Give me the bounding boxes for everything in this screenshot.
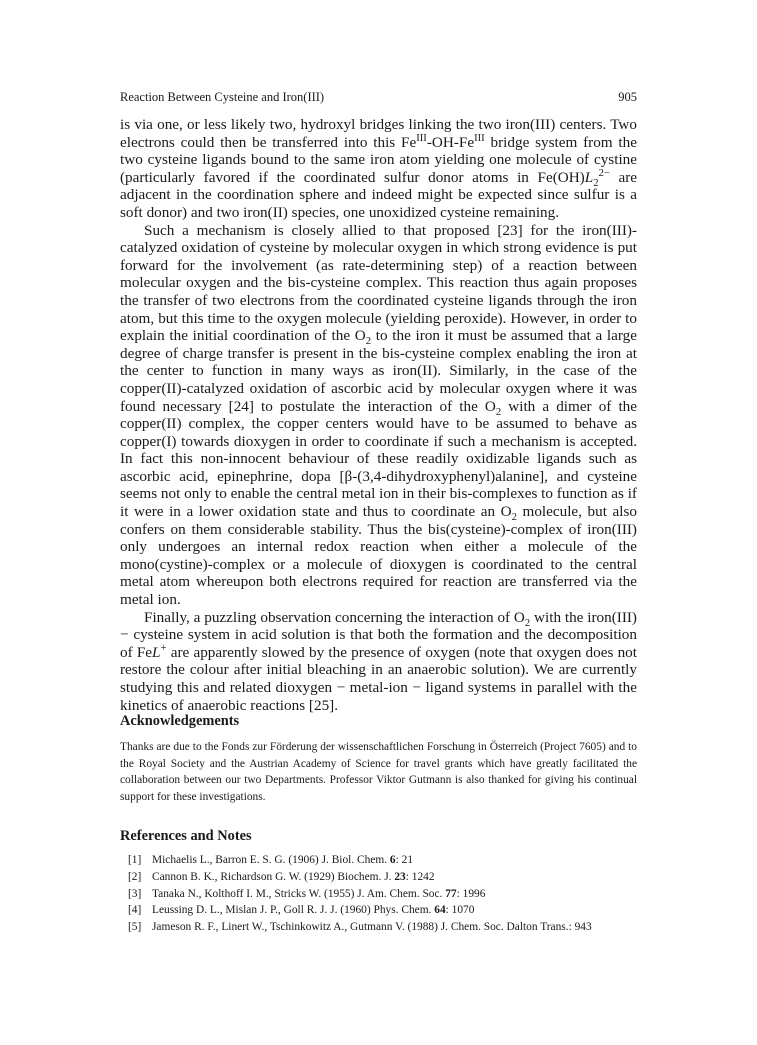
text-run: bridge system from the two cysteine ligands bound to the same iron atom yielding one molecule of cystine (particularly favored if the coordinated sulfur donor atoms in Fe(OH)	[120, 133, 637, 186]
body-paragraph	[120, 116, 637, 222]
reference-list	[128, 852, 637, 936]
reference-pages: : 1242	[405, 870, 435, 883]
reference-pages: : 21	[395, 854, 414, 866]
subscript: 2	[511, 512, 517, 524]
reference-pages: : 1070	[445, 904, 475, 917]
text-run: are adjacent in the coordination sphere and indeed might be expected since sulfur is a soft donor) and two iron(II) species, one unoxidized cysteine remaining.	[120, 168, 637, 221]
superscript: III	[416, 132, 427, 144]
superscript: III	[474, 132, 485, 144]
ligand-symbol: L	[152, 643, 161, 661]
text-run: is via one, or less likely two, hydroxyl bridges linking the two iron(III) centers. Two electrons could then be transferred into this Fe	[120, 116, 637, 151]
reference-item	[128, 902, 637, 919]
reference-number: [2]	[128, 870, 142, 883]
text-run: are apparently slowed by the presence of oxygen (note that oxygen does not restore the colour after initial bleaching in an anaerobic solution). We are currently studying this and related dioxygen − metal-ion − ligand systems in parallel with the kinetics of anaerobic reactions [25].	[120, 643, 637, 714]
body-paragraph	[120, 222, 637, 609]
reference-text: Tanaka N., Kolthoff I. M., Stricks W. (1955) J. Am. Chem. Soc.	[152, 887, 446, 900]
reference-text: Cannon B. K., Richardson G. W. (1929) Biochem. J.	[152, 870, 395, 883]
subscript: 2	[593, 177, 599, 189]
text-run: with the iron(III) − cysteine system in acid solution is that both the formation and the decomposition of Fe	[120, 608, 637, 661]
acknowledgements-text: Thanks are due to the Fonds zur Förderung der wissenschaftlichen Forschung in Österreich (Project 7605) and to the Royal Society and the Austrian Academy of Science for travel grants which have greatly facilitated the collaboration between our two Departments. Professor Viktor Gutmann is also thanked for giving his continual support for these investigations.	[120, 741, 637, 804]
subscript: 2	[365, 336, 372, 348]
reference-item	[128, 886, 637, 903]
reference-item	[128, 869, 637, 886]
acknowledgements-heading: Acknowledgements	[120, 713, 240, 729]
reference-item	[128, 852, 637, 869]
reference-volume: 77	[445, 887, 457, 900]
page-number: 905	[618, 90, 637, 104]
text-run: Such a mechanism is closely allied to that proposed [23] for the iron(III)-catalyzed oxidation of cysteine by molecular oxygen in which strong evidence is put forward for the involvement (as rate-determining step) of a reaction between molecular oxygen and the bis-cysteine complex. This reaction thus again proposes the transfer of two electrons from the coordinated cysteine ligands through the iron atom, but this time to the oxygen molecule (yielding peroxide). However, in order to explain the initial coordination of the O	[120, 221, 637, 345]
reference-number: [4]	[128, 904, 142, 917]
superscript: 2−	[598, 167, 610, 179]
reference-volume: 64	[434, 904, 446, 917]
reference-number: [5]	[128, 921, 142, 934]
superscript: +	[160, 642, 167, 654]
reference-text: Michaelis L., Barron E. S. G. (1906) J. Biol. Chem.	[152, 854, 390, 866]
text-run: to the iron it must be assumed that a large degree of charge transfer is present in the bis-cysteine complex enabling the iron at the center to function in many ways as iron(II). Similarly, in the case of the copper(II)-catalyzed oxidation of ascorbic acid by molecular oxygen where it was found necessary [24] to postulate the interaction of the O	[120, 327, 638, 415]
text-run: with a dimer of the copper(II) complex, the copper centers would have to be assumed to behave as copper(I) towards dioxygen in order to coordinate if such a mechanism is accepted. In fact this non-innocent behaviour of these readily oxidizable ligands such as ascorbic acid, epinephrine, dopa [β-(3,4-dihydroxyphenyl)alanine], and cysteine seems not only to enable the central metal ion in their bis-complexes to function as if it were in a lower oxidation state and thus to coordinate an O	[120, 397, 638, 521]
text-run: -OH-Fe	[426, 133, 475, 151]
reference-number: [3]	[128, 887, 142, 900]
text-run: Finally, a puzzling observation concerning the interaction of O	[144, 608, 525, 626]
text-run: molecule, but also confers on them considerable stability. Thus the bis(cysteine)-complex of iron(III) only undergoes an internal redox reaction when either a molecule of the mono(cystine)-complex or a molecule of dioxygen is coordinated to the central metal atom whereupon both electrons required for reaction are transferred via the metal ion.	[120, 503, 637, 609]
reference-pages: : 1996	[456, 887, 486, 900]
running-header	[120, 89, 637, 105]
ligand-symbol: L	[584, 168, 594, 186]
reference-text: Jameson R. F., Linert W., Tschinkowitz A., Gutmann V. (1988) J. Chem. Soc. Dalton Trans.: 943	[152, 921, 592, 934]
references-heading: References and Notes	[120, 828, 252, 844]
reference-number: [1]	[128, 854, 142, 866]
reference-volume: 23	[394, 870, 406, 883]
body-text	[120, 116, 637, 714]
reference-text: Leussing D. L., Mislan J. P., Goll R. J. J. (1960) Phys. Chem.	[152, 904, 435, 917]
subscript: 2	[495, 406, 502, 418]
running-title: Reaction Between Cysteine and Iron(III)	[120, 90, 325, 104]
reference-volume: 6	[389, 854, 396, 866]
subscript: 2	[524, 617, 531, 629]
reference-item	[128, 919, 637, 936]
body-paragraph	[120, 609, 637, 715]
